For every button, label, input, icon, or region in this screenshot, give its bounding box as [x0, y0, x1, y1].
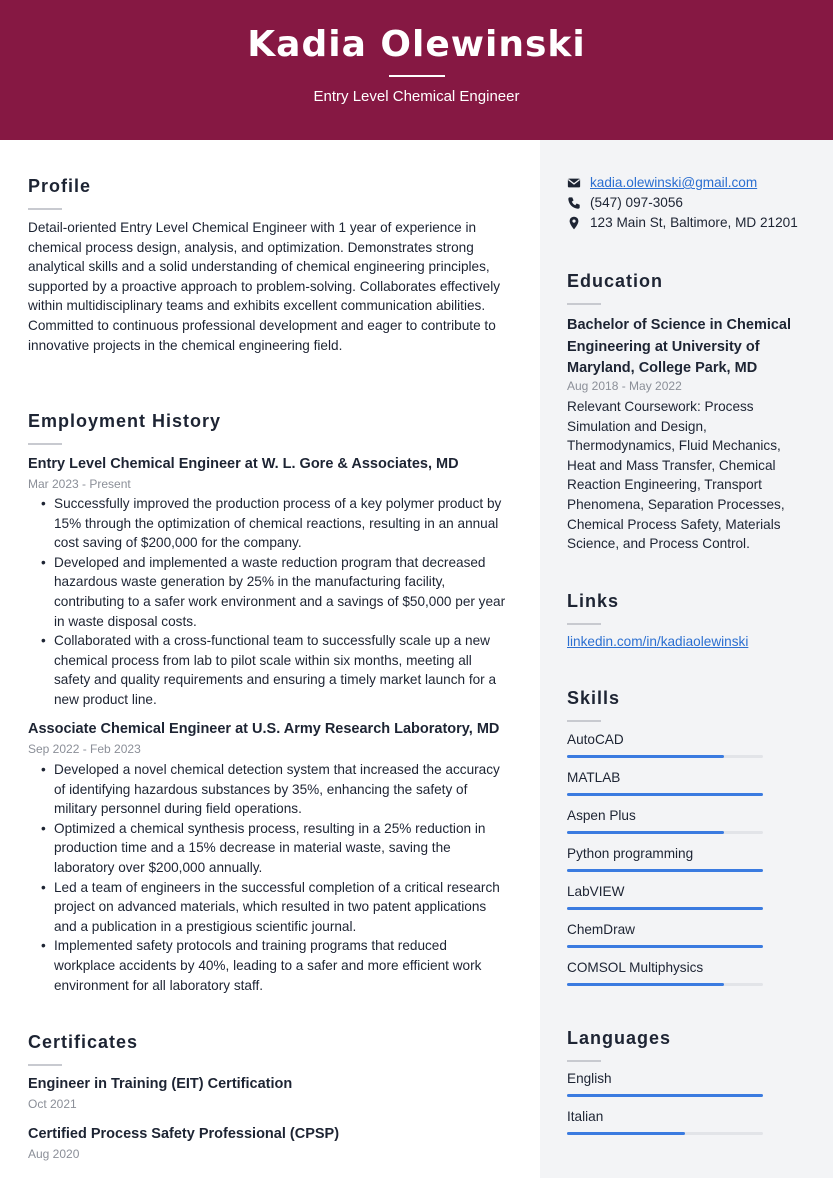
skill-level-track	[567, 1094, 763, 1097]
resume-header	[0, 0, 833, 140]
contact-email-row	[567, 175, 757, 190]
skill-level-track	[567, 1132, 763, 1135]
languages-divider	[567, 1060, 601, 1062]
linkedin-link[interactable]: linkedin.com/in/kadiaolewinski	[567, 634, 749, 649]
list-item: • Optimized a chemical synthesis process, resulting in a 25% reduction in production time and a 15% decrease in material waste, saving the laboratory over $200,000 annually.	[28, 819, 510, 878]
job-title: Entry Level Chemical Engineer at W. L. Gore & Associates, MD	[28, 456, 459, 472]
list-item: • Developed a novel chemical detection system that increased the accuracy of identifying hazardous substances by 35%, enhancing the safety of military personnel during field operations.	[28, 760, 510, 819]
certificate-date: Aug 2020	[28, 1147, 80, 1161]
profile-heading: Profile	[28, 176, 92, 196]
envelope-icon	[567, 176, 581, 190]
education-heading: Education	[567, 271, 664, 291]
skill-level-bar	[567, 869, 763, 872]
skills-heading: Skills	[567, 688, 621, 708]
skill-level-bar	[567, 755, 724, 758]
list-item: • Implemented safety protocols and training programs that reduced workplace accidents by 40%, leading to a safer and more efficient work environment for all laboratory staff.	[28, 936, 510, 995]
skill-name: COMSOL Multiphysics	[567, 960, 704, 975]
list-item: • Collaborated with a cross-functional team to successfully scale up a new chemical process from lab to pilot scale within six months, meeting all safety and quality requirements and ensuring a timely market launch for a new product line.	[28, 631, 510, 709]
header-divider	[389, 75, 445, 77]
links-divider	[567, 623, 601, 625]
job-title: Associate Chemical Engineer at U.S. Army Research Laboratory, MD	[28, 721, 500, 737]
job-bullets	[28, 494, 510, 710]
skill-level-bar	[567, 793, 763, 796]
certificate-name: Certified Process Safety Professional (CPSP)	[28, 1126, 340, 1142]
skill-level-bar	[567, 983, 724, 986]
email-link[interactable]: kadia.olewinski@gmail.com	[590, 175, 758, 190]
skill-level-bar	[567, 945, 763, 948]
list-item: • Developed and implemented a waste reduction program that decreased hazardous waste generation by 25% in the manufacturing facility, contributing to a safer work environment and a savings of $50,000 per year in waste disposal costs.	[28, 553, 510, 631]
skill-name: Italian	[567, 1109, 604, 1124]
languages-heading: Languages	[567, 1028, 672, 1048]
skill-level-track	[567, 983, 763, 986]
skill-name: MATLAB	[567, 770, 621, 785]
employment-divider	[28, 443, 62, 445]
profile-divider	[28, 208, 62, 210]
skill-level-track	[567, 869, 763, 872]
education-dates: Aug 2018 - May 2022	[567, 379, 682, 393]
map-pin-icon	[567, 216, 581, 230]
links-heading: Links	[567, 591, 620, 611]
contact-phone-row	[567, 195, 683, 210]
employment-heading: Employment History	[28, 411, 222, 431]
candidate-name: Kadia Olewinski	[247, 24, 586, 65]
job-bullets	[28, 760, 510, 995]
skill-name: ChemDraw	[567, 922, 635, 937]
list-item: • Successfully improved the production process of a key polymer product by 15% through the optimization of chemical reactions, resulting in an annual cost saving of $200,000 for the company.	[28, 494, 510, 553]
skill-level-track	[567, 945, 763, 948]
job-dates: Sep 2022 - Feb 2023	[28, 742, 141, 756]
degree-title: Bachelor of Science in Chemical Engineering at University of Maryland, College Park, MD	[567, 317, 792, 376]
skill-level-track	[567, 755, 763, 758]
candidate-title: Entry Level Chemical Engineer	[313, 88, 520, 105]
certificate-date: Oct 2021	[28, 1097, 77, 1111]
skill-name: LabVIEW	[567, 884, 625, 899]
address-text: 123 Main St, Baltimore, MD 21201	[590, 215, 798, 230]
skill-name: Aspen Plus	[567, 808, 636, 823]
skill-level-track	[567, 831, 763, 834]
skill-level-bar	[567, 907, 763, 910]
skill-level-track	[567, 907, 763, 910]
skill-level-bar	[567, 1094, 763, 1097]
skill-name: English	[567, 1071, 612, 1086]
certificates-heading: Certificates	[28, 1032, 139, 1052]
certificates-divider	[28, 1064, 62, 1066]
education-divider	[567, 303, 601, 305]
contact-address-row	[567, 215, 798, 230]
phone-icon	[567, 196, 581, 210]
certificate-name: Engineer in Training (EIT) Certification	[28, 1076, 293, 1092]
skill-level-track	[567, 793, 763, 796]
skills-divider	[567, 720, 601, 722]
phone-text: (547) 097-3056	[590, 195, 683, 210]
skill-level-bar	[567, 1132, 685, 1135]
skill-level-bar	[567, 831, 724, 834]
coursework-text: Relevant Coursework: Process Simulation and Design, Thermodynamics, Fluid Mechanics, Heat and Mass Transfer, Chemical Reaction Engineering, Transport Phenomena, Separation Processes, Chemical Process Safety, Materials Science, and Process Control.	[567, 399, 785, 552]
sidebar	[540, 140, 833, 1178]
profile-text: Detail-oriented Entry Level Chemical Engineer with 1 year of experience in chemical process design, analysis, and optimization. Demonstrates strong analytical skills and a solid understanding of chemical engineering principles, supported by a proactive approach to problem-solving. Collaborates effectively within multidisciplinary teams and exhibits excellent communication abilities. Committed to continuous professional development and eager to contribute to innovative projects in the chemical engineering field.	[28, 220, 501, 353]
job-dates: Mar 2023 - Present	[28, 477, 131, 491]
list-item: • Led a team of engineers in the successful completion of a critical research project on advanced materials, which resulted in two patent applications and a publication in a prestigious scientific journal.	[28, 878, 510, 937]
skill-name: AutoCAD	[567, 732, 624, 747]
skill-name: Python programming	[567, 846, 694, 861]
